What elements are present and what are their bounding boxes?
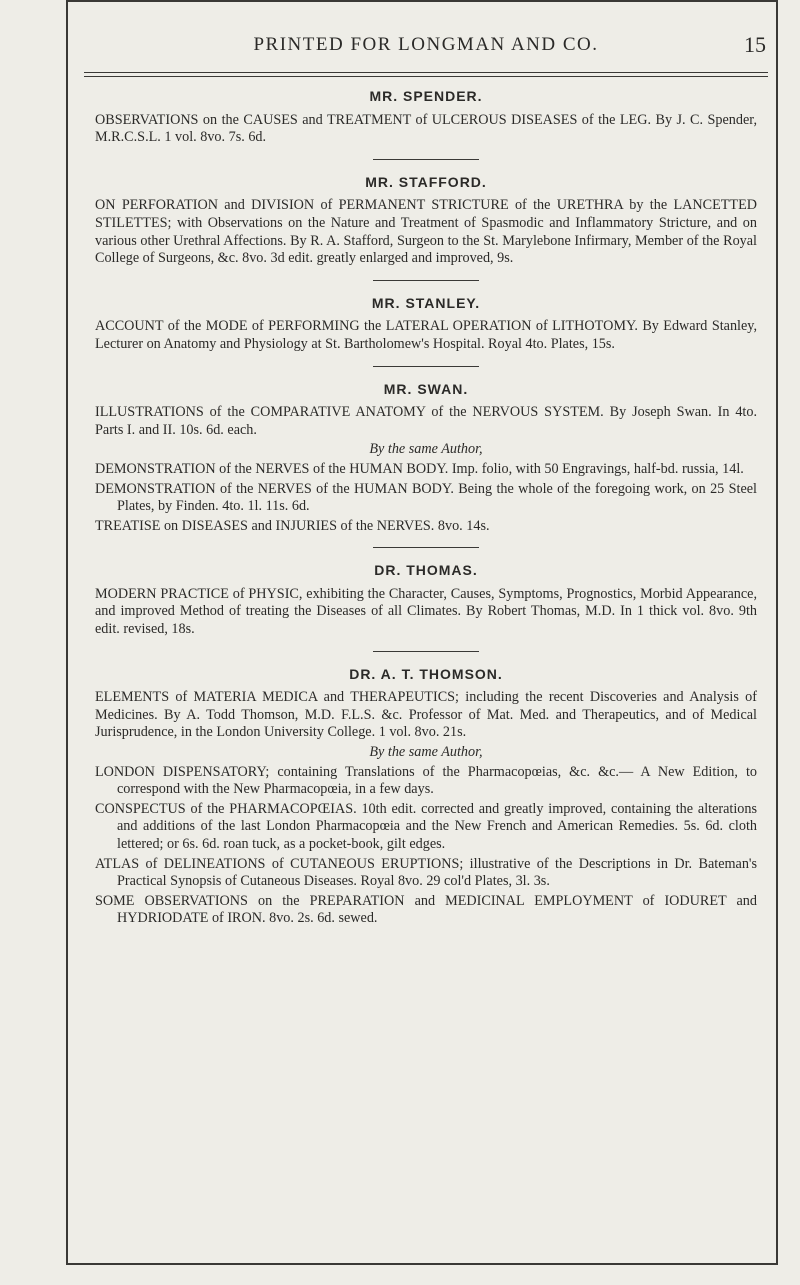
catalogue-entry: ACCOUNT of the MODE of PERFORMING the LATERAL OPERATION of LITHOTOMY. By Edward Stanley, Lecturer on Anatomy and Physiology at St. Bartholomew's Hospital. Royal 4to. Plates, 15s. [95, 318, 757, 352]
catalogue-content [95, 88, 757, 930]
author-heading: DR. THOMAS. [374, 562, 478, 579]
page-border-right [776, 0, 778, 1265]
section-thomas [95, 562, 757, 638]
section-divider [373, 651, 479, 652]
catalogue-entry: DEMONSTRATION of the NERVES of the HUMAN BODY. Being the whole of the foregoing work, on 25 Steel Plates, by Finden. 4to. 1l. 11s. 6d. [95, 480, 757, 515]
catalogue-entry: ELEMENTS of MATERIA MEDICA and THERAPEUTICS; including the recent Discoveries and Analysis of Medicines. By A. Todd Thomson, M.D. F.L.S. &c. Professor of Mat. Med. and Therapeutics, and of Medical Jurisprudence, in the London University College. 1 vol. 8vo. 21s. [95, 689, 757, 741]
author-heading: DR. A. T. THOMSON. [349, 665, 503, 682]
page-header [84, 22, 768, 68]
catalogue-entry: ILLUSTRATIONS of the COMPARATIVE ANATOMY of the NERVOUS SYSTEM. By Joseph Swan. In 4to. Parts I. and II. 10s. 6d. each. [95, 404, 757, 438]
section-divider [373, 280, 479, 281]
author-heading: MR. SWAN. [383, 380, 469, 397]
header-rule [84, 76, 768, 77]
catalogue-entry: CONSPECTUS of the PHARMACOPŒIAS. 10th edit. corrected and greatly improved, containing the alterations and additions of the last London Pharmacopœia and the New French and American Remedies. 5s. 6d. cloth lettered; or 6s. 6d. roan tuck, as a pocket-book, gilt edges. [95, 800, 757, 852]
section-spender [95, 88, 757, 147]
byline: By the same Author, [369, 744, 483, 761]
author-heading: MR. STANLEY. [371, 294, 481, 311]
page-number: 15 [744, 32, 766, 57]
catalogue-entry: DEMONSTRATION of the NERVES of the HUMAN BODY. Imp. folio, with 50 Engravings, half-bd. russia, 14l. [95, 460, 744, 477]
catalogue-entry: ON PERFORATION and DIVISION of PERMANENT STRICTURE of the URETHRA by the LANCETTED STILETTES; with Observations on the Nature and Treatment of Spasmodic and Inflammatory Stricture, and on various other Urethral Affections. By R. A. Stafford, Surgeon to the St. Marylebone Infirmary, Member of the Royal College of Surgeons, &c. 8vo. 3d edit. greatly enlarged and improved, 9s. [95, 197, 757, 267]
catalogue-entry: LONDON DISPENSATORY; containing Translations of the Pharmacopœias, &c. &c.— A New Edition, to correspond with the New Pharmacopœia, in a few days. [95, 763, 757, 798]
section-swan [95, 381, 757, 536]
header-rule [84, 72, 768, 73]
page-border-left [66, 0, 68, 1265]
catalogue-entry: ATLAS of DELINEATIONS of CUTANEOUS ERUPTIONS; illustrative of the Descriptions in Dr. Bateman's Practical Synopsis of Cutaneous Diseases. Royal 8vo. 29 col'd Plates, 3l. 3s. [95, 855, 757, 890]
author-heading: MR. SPENDER. [369, 88, 483, 104]
section-stafford [95, 174, 757, 268]
section-divider [373, 547, 479, 548]
catalogue-entry: MODERN PRACTICE of PHYSIC, exhibiting the Character, Causes, Symptoms, Prognostics, Morbid Appearance, and improved Method of treating the Diseases of all Climates. By Robert Thomas, M.D. In 1 thick vol. 8vo. 9th edit. revised, 18s. [95, 585, 757, 638]
section-divider [373, 366, 479, 367]
page-border-top [66, 0, 778, 2]
catalogue-entry: OBSERVATIONS on the CAUSES and TREATMENT of ULCEROUS DISEASES of the LEG. By J. C. Spender, M.R.C.S.L. 1 vol. 8vo. 7s. 6d. [95, 111, 757, 146]
catalogue-entry: SOME OBSERVATIONS on the PREPARATION and MEDICINAL EMPLOYMENT of IODURET and HYDRIODATE of IRON. 8vo. 2s. 6d. sewed. [95, 892, 757, 927]
section-divider [373, 159, 479, 160]
section-stanley [95, 295, 757, 354]
author-heading: MR. STAFFORD. [365, 173, 487, 190]
running-head: PRINTED FOR LONGMAN AND CO. [253, 34, 599, 55]
catalogue-entry: TREATISE on DISEASES and INJURIES of the NERVES. 8vo. 14s. [95, 517, 490, 534]
byline: By the same Author, [369, 441, 483, 458]
page-border-bottom [66, 1263, 778, 1265]
section-thomson [95, 666, 757, 928]
